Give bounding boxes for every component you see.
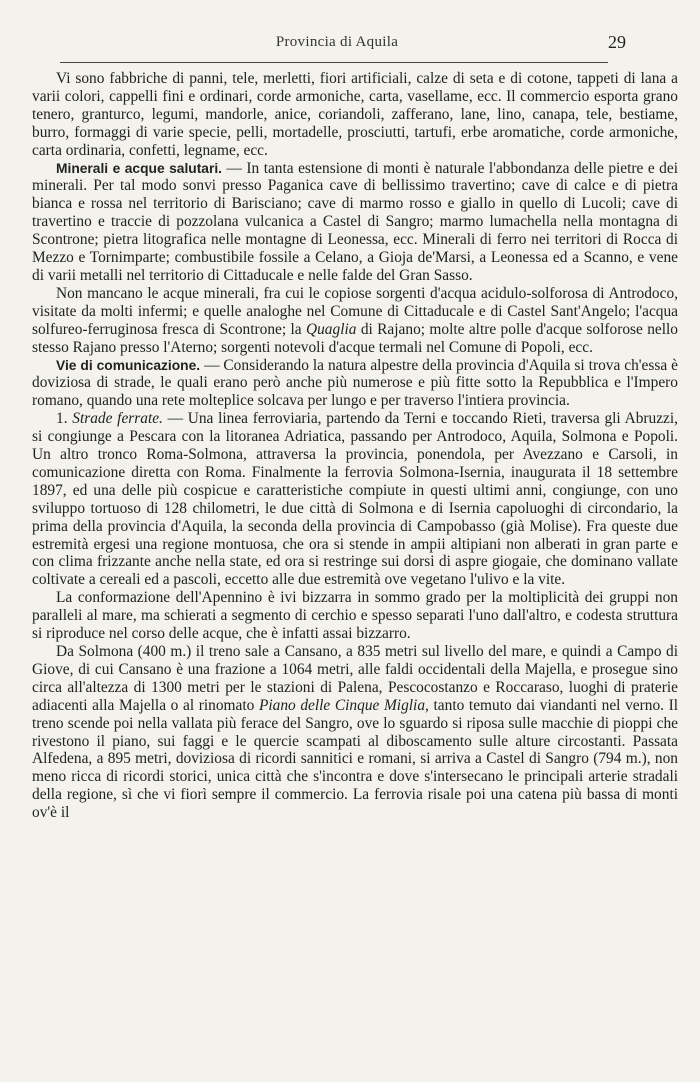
paragraph-minerals: [32, 160, 678, 285]
body-text: [32, 70, 678, 822]
paragraph-text: di Rajano; molte altre polle d'acque solforose nello stesso Rajano presso l'Aterno; sorgenti notevoli d'acque termali nel Comune di Popoli, ecc.: [32, 320, 678, 356]
paragraph-text: Vi sono fabbriche di panni, tele, merletti, fiori artificiali, calze di seta e di cotone, tappeti di lana a varii colori, cappelli fini e ordinari, corde armoniche, carta, vasellame, ecc. Il commercio esporta grano tenero, granturco, legumi, mandorle, anice, coriandoli, zafferano, lane, lino, canapa, tele, bestiame, burro, formaggi di varie specie, pelli, mortadelle, prosciutti, tartufi, erbe aromatiche, corde armoniche, carta ordinaria, confetti, legname, ecc.: [32, 70, 678, 159]
subsection-title: Strade ferrate.: [72, 410, 163, 428]
paragraph-text: tanto temuto dai viandanti nel verno. Il treno scende poi nella vallata più ferace del Sangro, ove lo sguardo si riposa sulle macchie di pioppi che rivestono il piano, sui faggi e le quercie scampati al diboscamento sulle alture circostanti. Passata Alfedena, a 895 metri, doviziosa di ricordi sannitici e romani, si arriva a Castel di Sangro (794 m.), non meno ricca di ricordi storici, unica città che s'incontra e dove s'intersecano le principali arterie stradali della regione, sì che vi fiorì sempre il commercio. La ferrovia risale poi una catena più bassa di monti ov'è il: [32, 696, 679, 822]
paragraph-route: [32, 643, 678, 822]
paragraph-text: La conformazione dell'Apennino è ivi bizzarra in sommo grado per la moltiplicità dei gruppi non paralleli al mare, ma schierati a segmento di cerchio e spesso separati l'uno dall'altro, e codesta struttura si riproduce nel corso delle acque, che è infatti assai bizzarro.: [32, 589, 678, 643]
paragraph-railways: [32, 410, 678, 589]
section-heading-minerals: Minerali e acque salutari.: [56, 160, 223, 176]
paragraph-manufacturing: [32, 70, 678, 160]
paragraph-apennine: [32, 589, 678, 643]
italic-place-name: Piano delle Cinque Miglia,: [258, 696, 429, 714]
page-number: 29: [608, 32, 626, 52]
list-number: 1.: [56, 410, 73, 428]
paragraph-mineral-waters: [32, 285, 678, 357]
paragraph-text: Non mancano le acque minerali, fra cui le copiose sorgenti d'acqua acidulo-solforosa di Antrodoco, visitate da molti infermi; e quelle analoghe nel Comune di Cittaducale e di Castel Sant'Angelo; l'acqua solfureo-ferruginosa fresca di Scontrone; la: [32, 284, 678, 338]
running-title: Provincia di Aquila: [275, 34, 399, 50]
paragraph-text: — Considerando la natura alpestre della provincia d'Aquila si trova ch'essa è doviziosa di strade, le quali erano però anche più numerose e più fitte sotto la Repubblica e l'Impero romano, quando una rete molteplice solcava per lungo e per traverso l'intiera provincia.: [32, 356, 678, 410]
paragraph-communications: [32, 357, 678, 411]
header-rule: [60, 62, 608, 63]
page-header: [62, 32, 626, 58]
paragraph-text: Da Solmona (400 m.) il treno sale a Cansano, a 835 metri sul livello del mare, e quindi a Campo di Giove, di cui Cansano è una frazione a 1064 metri, alle faldi occidentali della Majella, e prosegue sino circa all'altezza di 1300 metri per le stazioni di Palena, Pescocostanzo e Roccaraso, luoghi di praterie adiacenti alla Majella o al rinomato: [32, 643, 678, 714]
section-heading-communications: Vie di comunicazione.: [56, 357, 201, 373]
paragraph-text: — Una linea ferroviaria, partendo da Terni e toccando Rieti, traversa gli Abruzzi, si congiunge a Pescara con la litoranea Adriatica, passando per Antrodoco, Aquila, Solmona e Popoli. Un altro tronco Roma-Solmona, attraversa la provincia, ponendola, per Avezzano e Carsoli, in comunicazione diretta con Roma. Finalmente la ferrovia Solmona-Isernia, inaugurata il 18 settembre 1897, ed una delle più cospicue e caratteristiche compiute in questi ultimi anni, congiunge, con uno sviluppo tortuoso di 128 chilometri, le due città di Solmona e di Isernia capoluoghi di circondario, la prima della provincia d'Aquila, la seconda della provincia di Campobasso (già Molise). Fra queste due estremità ergesi una regione montuosa, che ora si stende in ampii altipiani non alberati in gran parte e con clima frizzante anche nella state, ed ora si restringe sui dorsi di aspre giogaie, che dominano vallate coltivate a cereali ed a pascoli, eccetto alle due estremità ove vegetano l'ulivo e la vite.: [32, 410, 678, 589]
paragraph-text: — In tanta estensione di monti è naturale l'abbondanza delle pietre e dei minerali. Per tal modo sonvi presso Paganica cave di bellissimo travertino; cave di calce e di pietra bianca e rossa nel territorio di Barisciano; cave di marmo rosso e giallo in quello di Lucoli; cave di travertino e traccie di pozzolana vulcanica a Castel di Sangro; marmo lumachella nella montagna di Scontrone; pietra litografica nelle montagne di Leonessa, ecc. Minerali di ferro nei territori di Rocca di Mezzo e Tornimparte; combustibile fossile a Celano, a Gioja de'Marsi, a Leonessa ed a Scanno, e vene di varii metalli nel territorio di Cittaducale e nelle falde del Gran Sasso.: [32, 159, 678, 284]
italic-term: Quaglia: [306, 320, 357, 338]
